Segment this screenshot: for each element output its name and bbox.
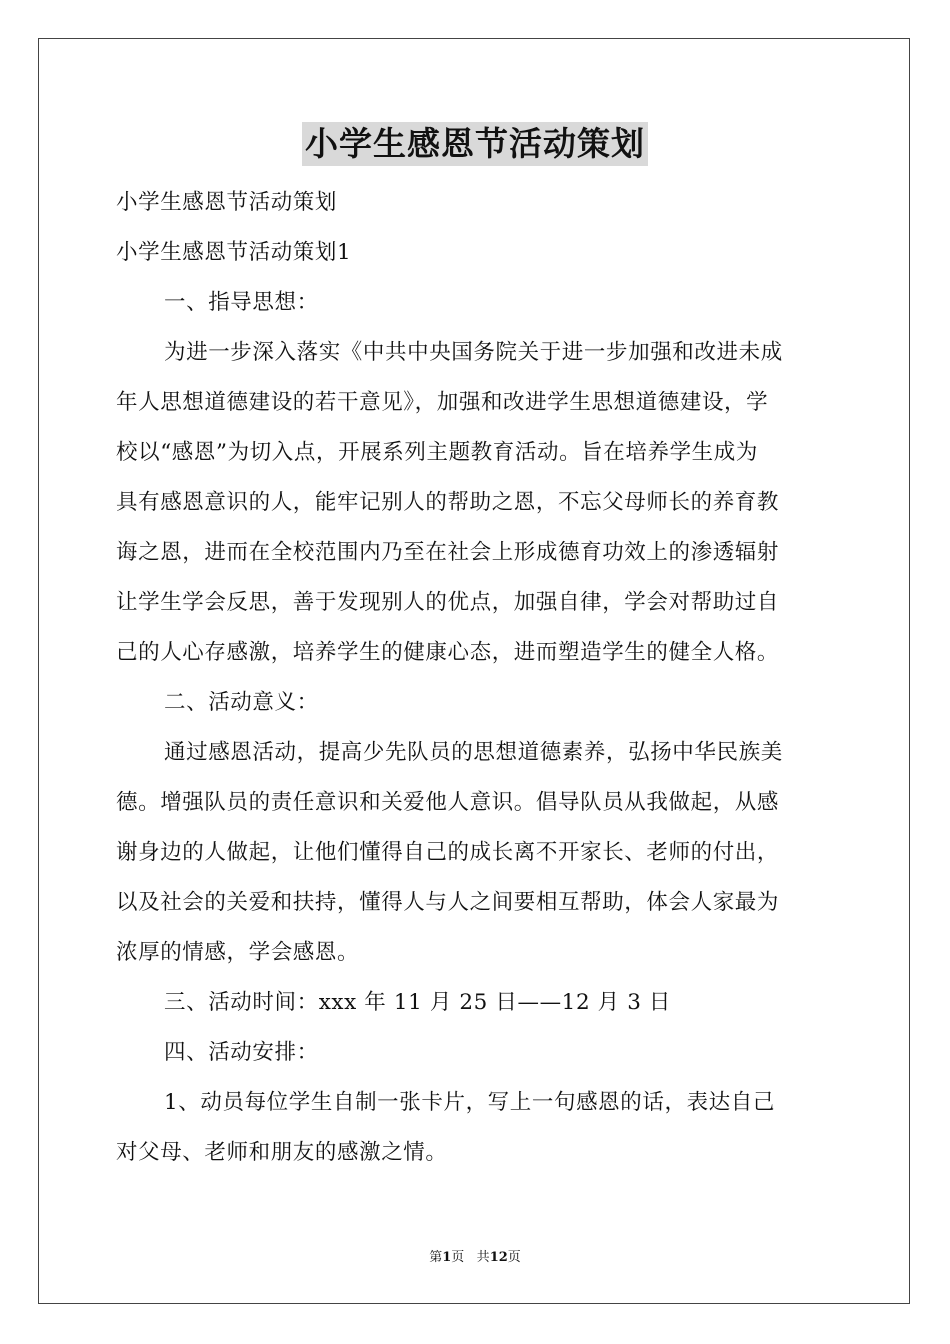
body-line: 让学生学会反思，善于发现别人的优点，加强自律，学会对帮助过自	[116, 590, 780, 615]
body-line: 以及社会的关爱和扶持，懂得人与人之间要相互帮助，体会人家最为	[116, 890, 780, 915]
total-suffix: 页	[507, 1250, 521, 1265]
section-heading-guiding-idea: 一、指导思想：	[164, 290, 319, 315]
body-line: 具有感恩意识的人，能牢记别人的帮助之恩，不忘父母师长的养育教	[116, 490, 780, 515]
document-body	[116, 178, 836, 1178]
body-line: 校以“感恩”为切入点，开展系列主题教育活动。旨在培养学生成为	[116, 440, 758, 465]
body-line: 德。增强队员的责任意识和关爱他人意识。倡导队员从我做起，从感	[116, 790, 780, 815]
page-number: 1	[442, 1250, 452, 1265]
body-line: 1、动员每位学生自制一张卡片，写上一句感恩的话，表达自己	[164, 1090, 775, 1115]
body-line: 年人思想道德建设的若干意见》，加强和改进学生思想道德建设，学	[116, 390, 769, 415]
body-line: 通过感恩活动，提高少先队员的思想道德素养，弘扬中华民族美	[164, 740, 783, 765]
document-title: 小学生感恩节活动策划	[302, 122, 648, 166]
body-line: 对父母、老师和朋友的感激之情。	[116, 1140, 448, 1165]
body-line: 己的人心存感激，培养学生的健康心态，进而塑造学生的健全人格。	[116, 640, 780, 665]
body-line: 谢身边的人做起，让他们懂得自己的成长离不开家长、老师的付出，	[116, 840, 780, 865]
section-heading-time: 三、活动时间：xxx 年 11 月 25 日——12 月 3 日	[164, 990, 672, 1015]
body-line: 小学生感恩节活动策划1	[116, 240, 352, 265]
total-pages: 12	[489, 1250, 508, 1265]
body-line: 小学生感恩节活动策划	[116, 190, 338, 215]
body-line: 浓厚的情感，学会感恩。	[116, 940, 360, 965]
section-heading-significance: 二、活动意义：	[164, 690, 319, 715]
page-footer	[0, 1248, 950, 1268]
page-suffix: 页	[451, 1250, 465, 1265]
body-line: 为进一步深入落实《中共中央国务院关于进一步加强和改进未成	[164, 340, 783, 365]
title-container	[0, 122, 950, 166]
body-line: 诲之恩，进而在全校范围内乃至在社会上形成德育功效上的渗透辐射	[116, 540, 780, 565]
total-prefix: 共	[476, 1250, 490, 1265]
page-prefix: 第	[429, 1250, 443, 1265]
section-heading-arrangement: 四、活动安排：	[164, 1040, 319, 1065]
